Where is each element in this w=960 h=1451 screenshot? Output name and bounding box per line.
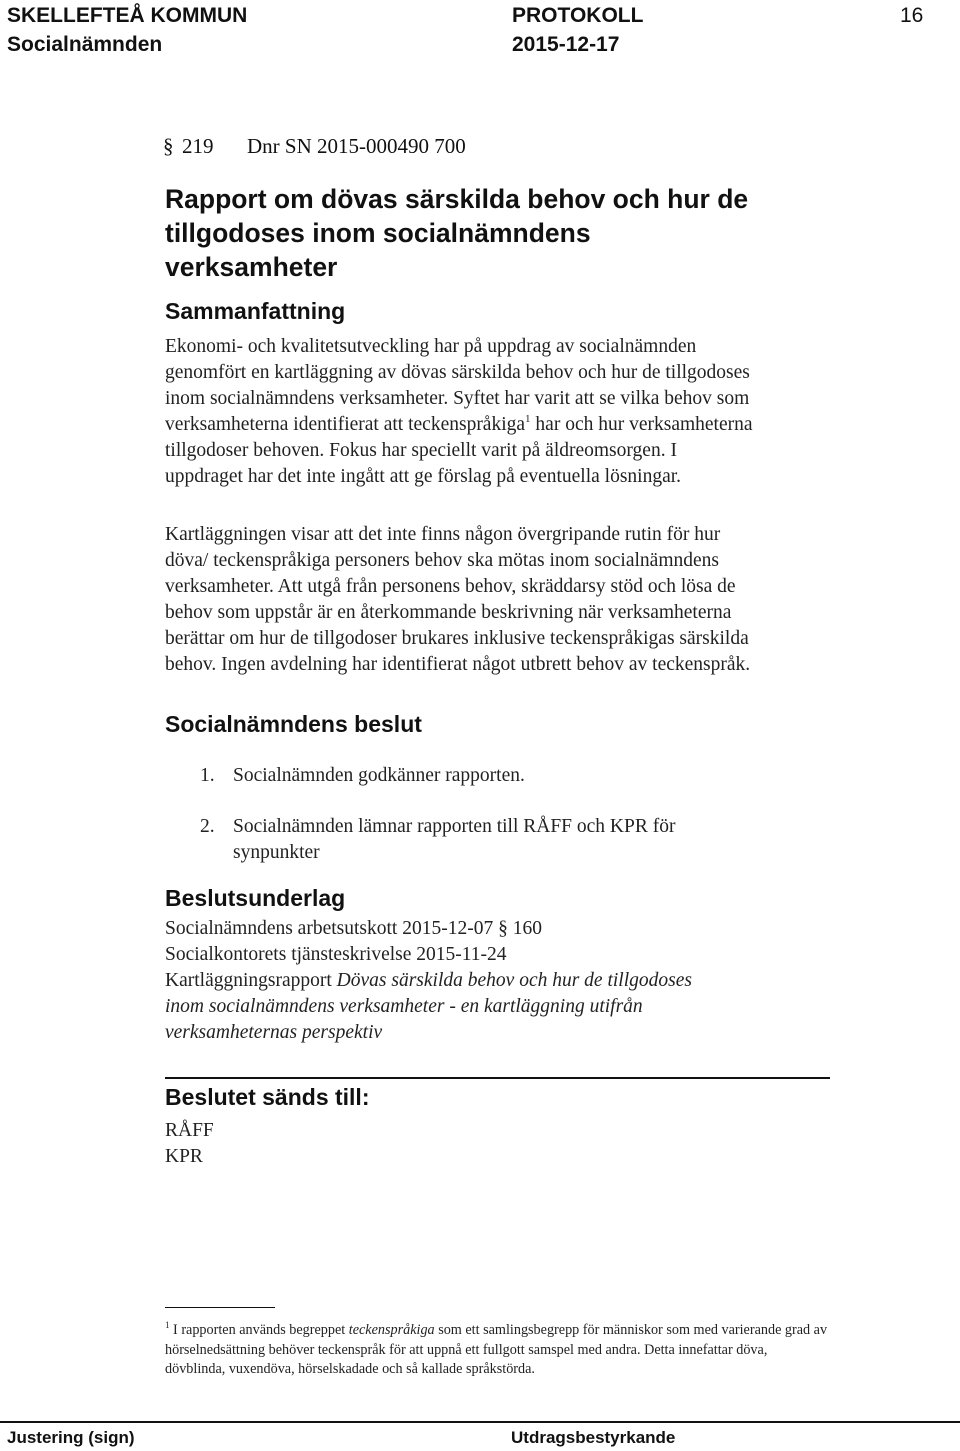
summary-paragraph-2: Kartläggningen visar att det inte finns någon övergripande rutin för hur döva/ teckenspråkiga personers behov ska mötas inom socialnämndens verksamheter. Att utgå från personens behov, skräddarsy stöd och lösa de behov som uppstår är en återkommande beskrivning när verksamheterna berättar om hur de tillgodoser brukares inklusive teckenspråkigas särskilda behov. Ingen avdelning har identifierat något utbrett behov av teckenspråk. [165,524,751,675]
header-doc-type: PROTOKOLL [512,4,644,27]
decision-item-1-number: 1. [200,765,215,786]
recipient: RÅFF [165,1120,214,1141]
decision-item-1-text: Socialnämnden godkänner rapporten. [233,765,525,786]
summary-heading: Sammanfattning [165,298,346,324]
section-divider [165,1077,830,1079]
footnote: $^1$ I rapporten används begreppet teckenspråkiga som ett samlingsbegrepp för människor som med varierande grad av hörselnedsättning behöver teckenspråk för att uppnå ett fullgott samspel med andra. Detta innefattar döva, dövblinda, vuxendöva, hörselskadade och så kallade språkstörda. [165,1320,828,1377]
header-municipality: SKELLEFTEÅ KOMMUN [7,4,248,27]
footer-signature-label: Justering (sign) [7,1428,135,1447]
item-dnr: Dnr SN 2015-000490 700 [247,134,466,158]
basis-list: Socialnämndens arbetsutskott 2015-12-07 § 160 Socialkontorets tjänsteskrivelse 2015-11-24 Kartläggningsrapport Dövas särskilda behov och hur de tillgodoses inom socialnämndens verksamheter - en kartläggning utifrån verksamheternas perspektiv [165,918,692,1043]
decision-item-2-number: 2. [200,816,215,837]
footer-certification-label: Utdragsbestyrkande [511,1428,676,1447]
footer-divider [0,1421,960,1423]
footnote-divider [165,1307,275,1308]
header-date: 2015-12-17 [512,33,620,56]
header-committee: Socialnämnden [7,33,163,56]
sent-to-heading: Beslutet sänds till: [165,1084,370,1110]
item-number: 219 [182,134,214,158]
basis-heading: Beslutsunderlag [165,885,346,911]
document-title: Rapport om dövas särskilda behov och hur de tillgodoses inom socialnämndens verksamheter [165,184,749,282]
header-page-number: 16 [900,4,924,27]
summary-paragraph-1: Ekonomi- och kvalitetsutveckling har på uppdrag av socialnämnden genomfört en kartläggning av dövas särskilda behov och hur de tillgodoses inom socialnämndens verksamheter. Syftet har varit att se vilka behov som verksamheterna identifierat att teckenspråkiga$^1$ har och hur verksamheterna tillgodoser behoven. Fokus har speciellt varit på äldreomsorgen. I uppdraget har det inte ingått att ge förslag på eventuella lösningar. [165,336,753,487]
item-paragraph-symbol: § [163,134,174,158]
decision-item-2-text: Socialnämnden lämnar rapporten till RÅFF och KPR för synpunkter [233,816,676,863]
footnote-reference: 1 [525,413,531,425]
sent-to-list [165,1118,214,1170]
decision-heading: Socialnämndens beslut [165,711,422,737]
recipient: KPR [165,1146,203,1167]
